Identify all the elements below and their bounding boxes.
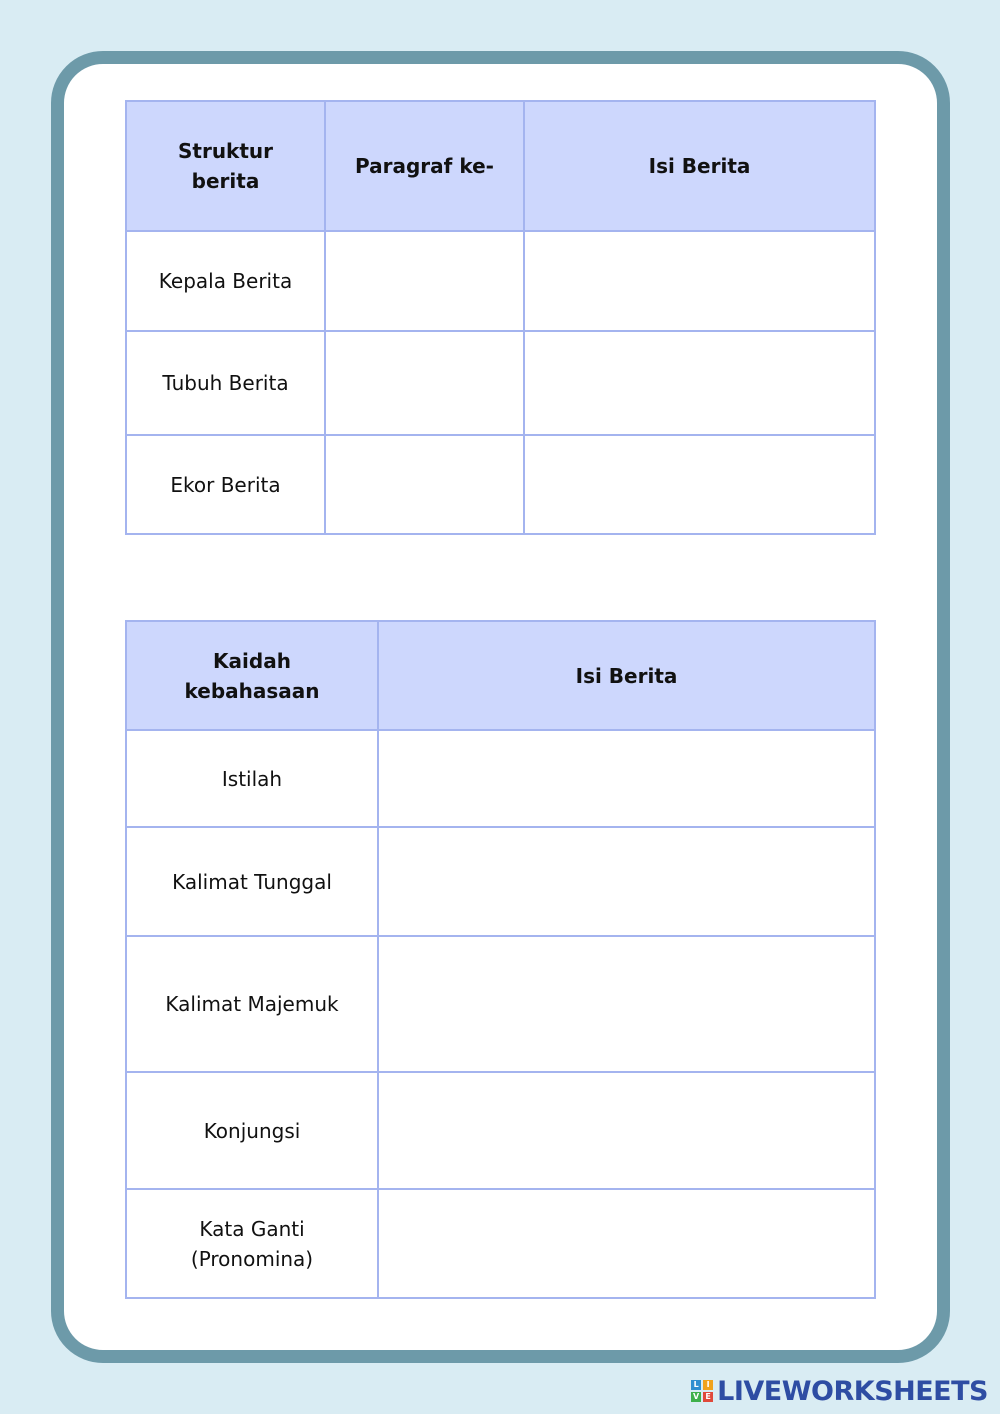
liveworksheets-logo-icon (691, 1380, 713, 1402)
logo-letter: I (703, 1380, 713, 1390)
table-header-row (126, 621, 875, 730)
answer-paragraf-tubuh-berita[interactable] (325, 331, 524, 435)
table-row (126, 827, 875, 936)
row-label-kalimat-tunggal: Kalimat Tunggal (126, 827, 378, 936)
answer-istilah[interactable] (378, 730, 875, 827)
table-row (126, 331, 875, 435)
answer-isi-tubuh-berita[interactable] (524, 331, 875, 435)
header-struktur-berita: Struktur berita (126, 101, 325, 231)
answer-kalimat-majemuk[interactable] (378, 936, 875, 1072)
header-paragraf-ke: Paragraf ke- (325, 101, 524, 231)
answer-isi-ekor-berita[interactable] (524, 435, 875, 534)
liveworksheets-brand[interactable] (691, 1376, 988, 1406)
row-label-tubuh-berita: Tubuh Berita (126, 331, 325, 435)
brand-name: LIVEWORKSHEETS (717, 1375, 988, 1407)
header-kaidah-kebahasaan: Kaidah kebahasaan (126, 621, 378, 730)
row-label-ekor-berita: Ekor Berita (126, 435, 325, 534)
table-row (126, 231, 875, 331)
table-row (126, 936, 875, 1072)
row-label-kalimat-majemuk: Kalimat Majemuk (126, 936, 378, 1072)
table-header-row (126, 101, 875, 231)
table-row (126, 1072, 875, 1189)
answer-konjungsi[interactable] (378, 1072, 875, 1189)
row-label-istilah: Istilah (126, 730, 378, 827)
row-label-kata-ganti: Kata Ganti (Pronomina) (126, 1189, 378, 1298)
header-isi-berita: Isi Berita (378, 621, 875, 730)
row-label-kepala-berita: Kepala Berita (126, 231, 325, 331)
logo-letter: L (691, 1380, 701, 1390)
answer-isi-kepala-berita[interactable] (524, 231, 875, 331)
table-row (126, 435, 875, 534)
kaidah-kebahasaan-table (125, 620, 876, 1299)
answer-kata-ganti[interactable] (378, 1189, 875, 1298)
answer-paragraf-ekor-berita[interactable] (325, 435, 524, 534)
logo-letter: V (693, 1392, 700, 1401)
struktur-berita-table (125, 100, 876, 535)
table-row (126, 1189, 875, 1298)
row-label-konjungsi: Konjungsi (126, 1072, 378, 1189)
table-row (126, 730, 875, 827)
logo-letter: E (703, 1392, 713, 1402)
answer-kalimat-tunggal[interactable] (378, 827, 875, 936)
header-isi-berita: Isi Berita (524, 101, 875, 231)
answer-paragraf-kepala-berita[interactable] (325, 231, 524, 331)
